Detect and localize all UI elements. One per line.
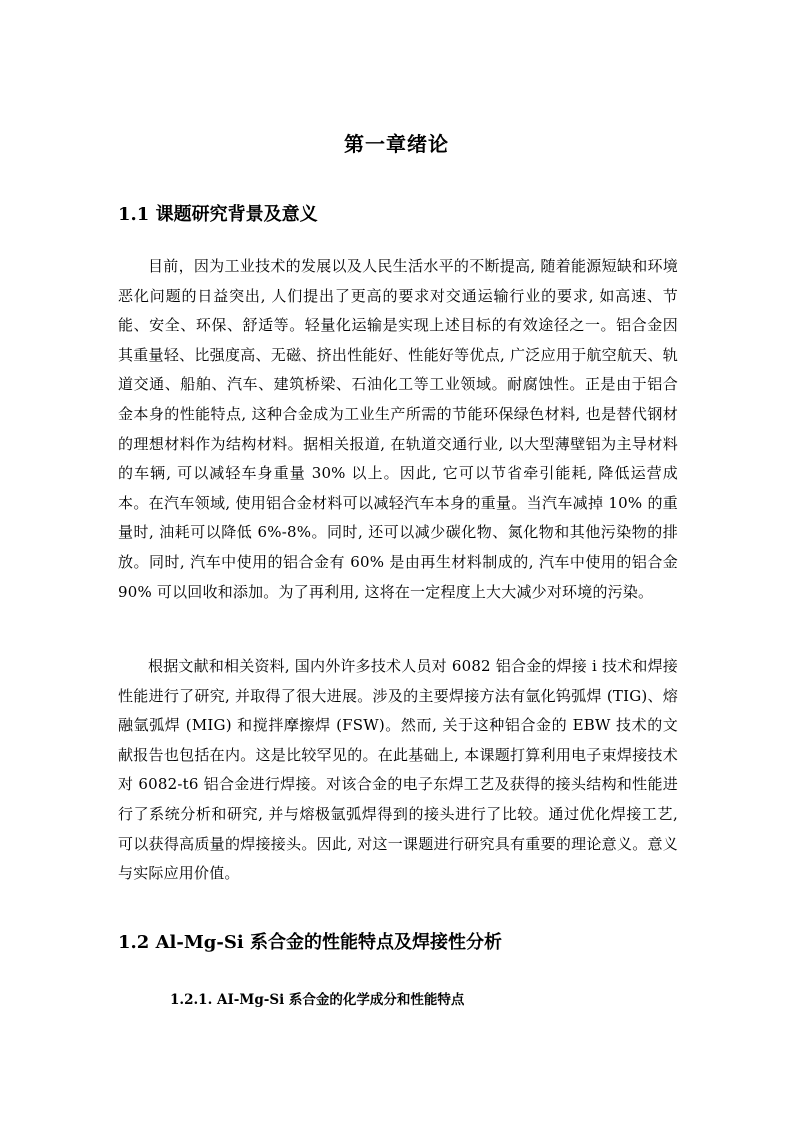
section-heading-1-2: 1.2 Al-Mg-Si 系合金的性能特点及焊接性分析 [118,932,502,953]
chapter-title: 第一章绪论 [344,132,449,156]
body-paragraph-2: 根据文献和相关资料, 国内外许多技术人员对 6082 铝合金的焊接 i 技术和焊接性能进行了研究, 并取得了很大进展。涉及的主要焊接方法有氩化钨弧焊 (TIG)、熔融氩弧焊 (MIG) 和搅拌摩擦焊 (FSW)。然而, 关于这种铝合金的 EBW 技术的文献报告也包括在内。这是比较罕见的。在此基础上, 本课题打算利用电子束焊接技术对 6082-t6 铝合金进行焊接。对该合金的电子东焊工艺及获得的接头结构和性能进行了系统分析和研究, 并与熔极氩弧焊得到的接头进行了比较。通过优化焊接工艺, 可以获得高质量的焊接接头。因此, 对这一课题进行研究具有重要的理论意义。意义与实际应用价值。 [118,657,678,883]
body-paragraph-1: 目前，因为工业技术的发展以及人民生活水平的不断提高, 随着能源短缺和环境恶化问题的日益突出, 人们提出了更高的要求对交通运输行业的要求, 如高速、节能、安全、环保、舒适等。轻量化运输是实现上述目标的有效途径之一。铝合金因其重量轻、比强度高、无磁、挤出性能好、性能好等优点, 广泛应用于航空航天、轨道交通、船舶、汽车、建筑桥梁、石油化工等工业领域。耐腐蚀性。正是由于铝合金本身的性能特点, 这种合金成为工业生产所需的节能环保绿色材料, 也是替代钢材的理想材料作为结构材料。据相关报道, 在轨道交通行业, 以大型薄壁铝为主导材料的车辆, 可以减轻车身重量 30% 以上。因此, 它可以节省牵引能耗, 降低运营成本。在汽车领域, 使用铝合金材料可以减轻汽车本身的重量。当汽车减掉 10% 的重量时, 油耗可以降低 6%-8%。同时, 还可以减少碳化物、氮化物和其他污染物的排放。同时, 汽车中使用的铝合金有 60% 是由再生材料制成的, 汽车中使用的铝合金 90% 可以回收和添加。为了再利用, 这将在一定程度上大大减少对环境的污染。 [118,257,678,601]
section-heading-1-1: 1.1 课题研究背景及意义 [118,204,318,225]
subsection-heading-1-2-1: 1.2.1. AI-Mg-Si 系合金的化学成分和性能特点 [170,992,465,1008]
